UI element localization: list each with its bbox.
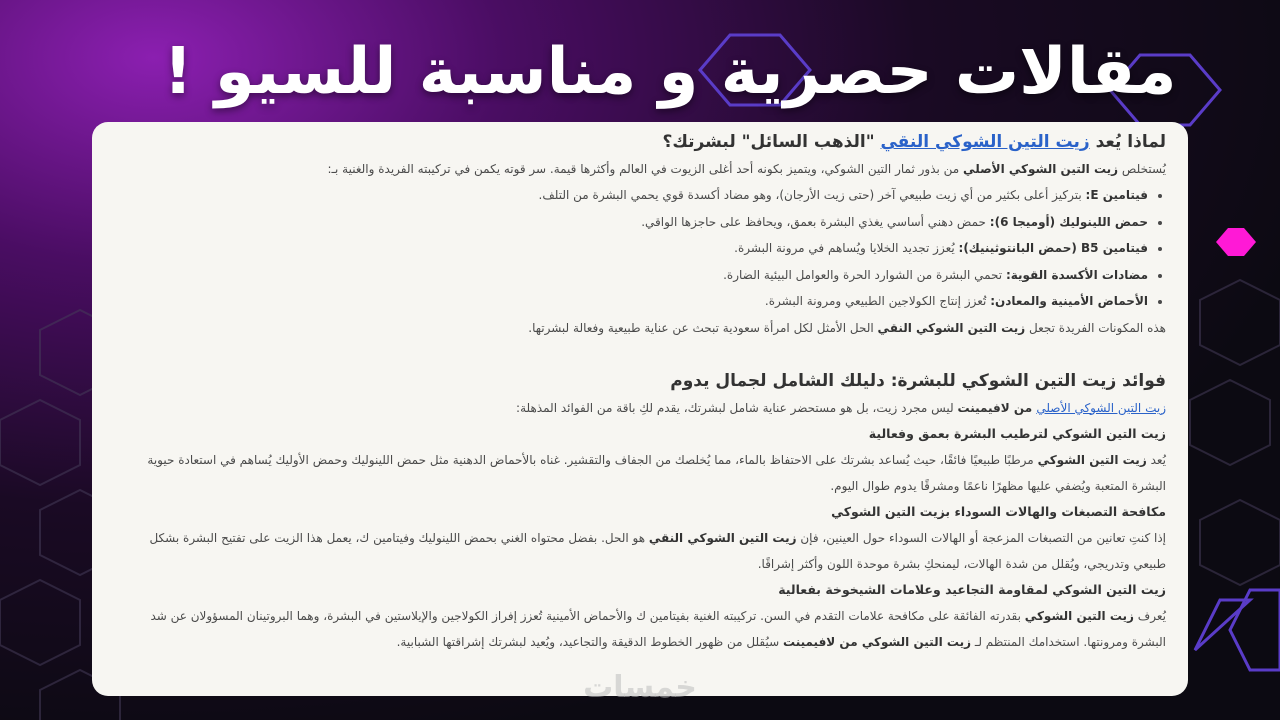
pink-hexagon-icon: [1216, 228, 1256, 256]
outro-bold: زيت التين الشوكي النقي: [877, 320, 1026, 335]
outro-pre: هذه المكونات الفريدة تجعل: [1029, 320, 1166, 335]
intro-bold: زيت التين الشوكي الأصلي: [963, 162, 1119, 176]
list-item-text: تُعزز إنتاج الكولاجين الطبيعي ومرونة البشرة.: [764, 294, 991, 308]
list-item: [114, 235, 1148, 262]
sub1-pre: يُعد: [1150, 452, 1166, 467]
sub1-paragraph: [114, 447, 1166, 499]
sub3-paragraph: [114, 603, 1166, 655]
ingredients-list: [114, 182, 1166, 315]
list-item-title: حمض اللينوليك (أوميجا 6):: [989, 214, 1148, 229]
sub2-bold: زيت التين الشوكي النقي: [648, 530, 797, 545]
sub3-post2: سيُقلل من ظهور الخطوط الدقيقة والتجاعيد، ويُعيد لبشرتك: [488, 634, 780, 649]
list-item-title: الأحماض الأمينية والمعادن:: [990, 294, 1148, 308]
section2-intro-link[interactable]: زيت التين الشوكي الأصلي: [1036, 400, 1166, 415]
section1-title-post: "الذهب السائل" لبشرتك؟: [662, 132, 875, 152]
list-item-title: فيتامين E:: [1085, 188, 1148, 202]
sub3-bold2: زيت التين الشوكي من لافيمينت: [783, 634, 971, 649]
sub3-title: زيت التين الشوكي لمقاومة التجاعيد وعلامات الشيخوخة بفعالية: [778, 581, 1166, 597]
outro-post: الحل الأمثل لكل امرأة سعودية تبحث عن عناية طبيعية وفعالة لبشرتها.: [528, 320, 874, 335]
section2-intro-bold: من لافيمينت: [957, 400, 1037, 415]
sub3-post: بقدرته الفائقة على مكافحة علامات التقدم في السن. تركيبته الغنية بفيتامين ك والأحماض الأمينية تُعزز إفراز الكولاجين والإيلاستين في البشرة،: [323, 608, 1021, 623]
article-content: [92, 122, 1188, 655]
section1-title-link[interactable]: زيت التين الشوكي النقي: [880, 132, 1090, 152]
list-item: [114, 262, 1148, 289]
list-item-text: حمض دهني أساسي يغذي البشرة بعمق، ويحافظ على حاجزها الواقي.: [641, 214, 990, 229]
section2-intro: [114, 395, 1166, 421]
sub1-post: مرطبًا طبيعيًا فائقًا، حيث يُساعد بشرتك على الاحتفاظ بالماء، مما يُخلصك من الجفاف والتقشير. غناه بالأحماض الدهنية مثل حمض اللينوليك وحمض: [312, 452, 1034, 467]
page-headline: مقالات حصرية و مناسبة للسيو !: [163, 35, 1177, 109]
list-item-text: تحمي البشرة من الشوارد الحرة والعوامل البيئية الضارة.: [723, 267, 1006, 282]
article-card: [92, 122, 1188, 696]
sub3-pre: يُعرف: [1137, 608, 1166, 623]
section1-title-pre: لماذا يُعد: [1095, 132, 1166, 152]
intro-pre: يُستخلص: [1121, 162, 1166, 176]
sub2-post: هو الحل. بفضل محتواه الغني بحمض اللينوليك وفيتامين ك، يعمل: [326, 530, 646, 545]
sub3-bold: زيت التين الشوكي: [1024, 608, 1134, 623]
list-item-text: يُعزز تجديد الخلايا ويُساهم في مرونة البشرة.: [734, 241, 959, 255]
khamsat-watermark-logo: خمسات: [583, 670, 697, 705]
section1-intro: [114, 156, 1166, 182]
section1-title: [114, 128, 1166, 156]
sub1-bold: زيت التين الشوكي: [1037, 452, 1147, 467]
sub3-cont: إشراقتها الشبابية.: [396, 634, 485, 649]
section2-title: فوائد زيت التين الشوكي للبشرة: دليلك الشامل لجمال يدوم: [670, 370, 1166, 391]
sub3-pre2: وهما البروتينان المسؤولان عن شد البشرة ومرونتها. استخدامك المنتظم لـ: [150, 608, 1166, 649]
sub2-pre: إذا كنتِ تعانين من التصبغات المزعجة أو الهالات السوداء حول العينين، فإن: [800, 530, 1166, 545]
list-item-title: فيتامين B5 (حمض البانتوثينيك):: [958, 241, 1148, 255]
section2-intro-post: ليس مجرد زيت، بل هو مستحضر عناية شامل لبشرتك، يقدم لكِ باقة من الفوائد المذهلة:: [516, 400, 958, 415]
sub1-title: زيت التين الشوكي لترطيب البشرة بعمق وفعالية: [868, 425, 1166, 441]
list-item-title: مضادات الأكسدة القوية:: [1005, 267, 1148, 282]
section1-outro: [114, 315, 1166, 341]
intro-post: من بذور ثمار التين الشوكي، ويتميز بكونه أحد أغلى الزيوت في العالم وأكثرها قيمة. سر قوته يكمن في تركيبته الفريدة والغنية بـ:: [327, 162, 960, 176]
sub1-cont: الأوليك يُساهم في استعادة حيوية البشرة المتعبة ويُضفي عليها مظهرًا ناعمًا ومشرقًا يدوم طوال اليوم.: [147, 452, 1166, 493]
sub2-title: مكافحة التصبغات والهالات السوداء بزيت التين الشوكي: [831, 503, 1166, 519]
list-item: [114, 182, 1148, 209]
list-item: [114, 209, 1148, 236]
section-spacer: [114, 341, 1166, 367]
sub2-cont: هذا الزيت على تفتيح البشرة بشكل طبيعي وتدريجي، ويُقلل من شدة الهالات، ليمنحكِ بشرة موحدة اللون وأكثر إشراقًا.: [149, 530, 1166, 571]
sub2-paragraph: [114, 525, 1166, 577]
list-item-text: بتركيز أعلى بكثير من أي زيت طبيعي آخر (حتى زيت الأرجان)، وهو مضاد أكسدة قوي يحمي البشرة من التلف.: [538, 188, 1086, 202]
list-item: [114, 288, 1148, 315]
